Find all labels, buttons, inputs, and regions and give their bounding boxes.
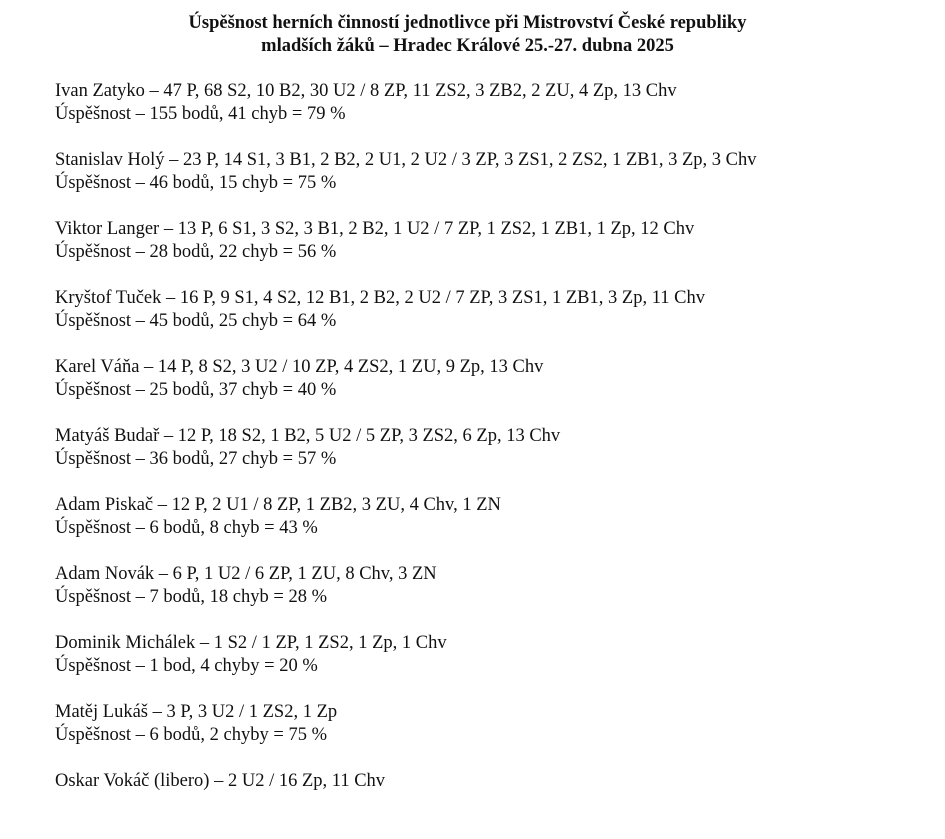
player-stats-line: Dominik Michálek – 1 S2 / 1 ZP, 1 ZS2, 1 Zp, 1 Chv: [55, 633, 447, 653]
player-entry-novak: [55, 563, 935, 632]
player-stats-line: Viktor Langer – 13 P, 6 S1, 3 S2, 3 B1, 2 B2, 1 U2 / 7 ZP, 1 ZS2, 1 ZB1, 1 Zp, 12 Chv: [55, 219, 695, 239]
player-entry-langer: [55, 218, 935, 287]
player-stats-list: [55, 80, 935, 839]
player-success-line: Úspěšnost – 1 bod, 4 chyby = 20 %: [55, 656, 318, 676]
player-stats-line: Adam Novák – 6 P, 1 U2 / 6 ZP, 1 ZU, 8 Chv, 3 ZN: [55, 564, 437, 584]
player-entry-tucek: [55, 287, 935, 356]
player-success-line: Úspěšnost – 6 bodů, 8 chyb = 43 %: [55, 518, 318, 538]
player-success-line: Úspěšnost – 7 bodů, 18 chyb = 28 %: [55, 587, 327, 607]
player-stats-line: Ivan Zatyko – 47 P, 68 S2, 10 B2, 30 U2 / 8 ZP, 11 ZS2, 3 ZB2, 2 ZU, 4 Zp, 13 Chv: [55, 81, 677, 101]
player-success-line: Úspěšnost – 36 bodů, 27 chyb = 57 %: [55, 449, 337, 469]
player-success-line: Úspěšnost – 25 bodů, 37 chyb = 40 %: [55, 380, 337, 400]
player-entry-michalek: [55, 632, 935, 701]
player-entry-holy: [55, 149, 935, 218]
player-entry-piskac: [55, 494, 935, 563]
player-success-line: Úspěšnost – 46 bodů, 15 chyb = 75 %: [55, 173, 337, 193]
player-success-line: Úspěšnost – 45 bodů, 25 chyb = 64 %: [55, 311, 337, 331]
player-stats-line: Karel Váňa – 14 P, 8 S2, 3 U2 / 10 ZP, 4 ZS2, 1 ZU, 9 Zp, 13 Chv: [55, 357, 544, 377]
player-success-line: Úspěšnost – 28 bodů, 22 chyb = 56 %: [55, 242, 337, 262]
player-entry-zatyko: [55, 80, 935, 149]
player-entry-vana: [55, 356, 935, 425]
player-entry-lukas: [55, 701, 935, 770]
player-stats-line: Stanislav Holý – 23 P, 14 S1, 3 B1, 2 B2, 2 U1, 2 U2 / 3 ZP, 3 ZS1, 2 ZS2, 1 ZB1, 3 Zp, 3 Chv: [55, 150, 757, 170]
player-entry-vokac: [55, 770, 935, 839]
document-title-line-2: mladších žáků – Hradec Králové 25.-27. dubna 2025: [261, 36, 674, 56]
player-stats-line: Matěj Lukáš – 3 P, 3 U2 / 1 ZS2, 1 Zp: [55, 702, 338, 722]
player-success-line: Úspěšnost – 155 bodů, 41 chyb = 79 %: [55, 104, 346, 124]
player-success-line: Úspěšnost – 6 bodů, 2 chyby = 75 %: [55, 725, 327, 745]
player-stats-line: Matyáš Budař – 12 P, 18 S2, 1 B2, 5 U2 / 5 ZP, 3 ZS2, 6 Zp, 13 Chv: [55, 426, 561, 446]
player-stats-line: Adam Piskač – 12 P, 2 U1 / 8 ZP, 1 ZB2, 3 ZU, 4 Chv, 1 ZN: [55, 495, 501, 515]
player-stats-line: Kryštof Tuček – 16 P, 9 S1, 4 S2, 12 B1, 2 B2, 2 U2 / 7 ZP, 3 ZS1, 1 ZB1, 3 Zp, 11 Chv: [55, 288, 705, 308]
player-stats-line: Oskar Vokáč (libero) – 2 U2 / 16 Zp, 11 Chv: [55, 771, 386, 791]
player-entry-budar: [55, 425, 935, 494]
document-title-line-1: Úspěšnost herních činností jednotlivce při Mistrovství České republiky: [188, 13, 747, 33]
